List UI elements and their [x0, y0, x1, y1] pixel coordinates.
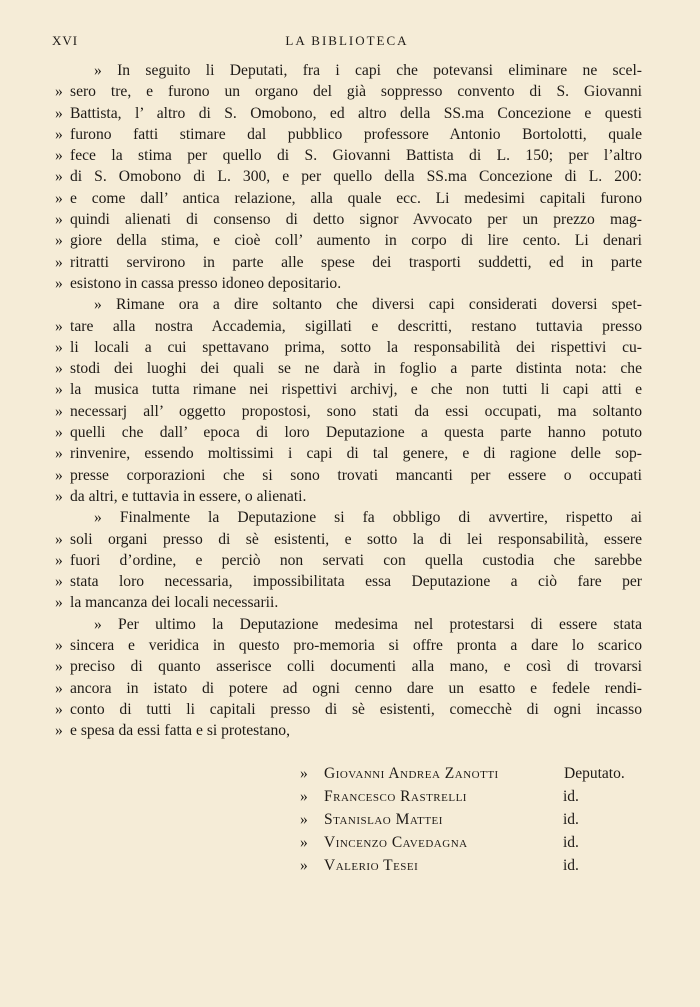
- signatory-name: Valerio Tesei: [324, 857, 419, 874]
- line-text: sero tre, e furono un organo del già soppresso convento di S. Giovanni: [70, 83, 642, 101]
- text-line: [52, 252, 642, 273]
- text-line: [52, 337, 642, 358]
- line-text: di S. Omobono di L. 300, e per quello della SS.ma Concezione di L. 200:: [70, 168, 642, 186]
- text-line: [52, 571, 642, 592]
- line-text: esistono in cassa presso idoneo depositario.: [70, 274, 342, 292]
- signature-block: [300, 762, 630, 877]
- line-text: quindi alienati di consenso di detto signor Avvocato per un prezzo mag-: [70, 211, 642, 229]
- text-line: [52, 699, 642, 720]
- signature-line: [300, 854, 630, 877]
- line-text: e spesa da essi fatta e si protestano,: [70, 722, 290, 740]
- line-text: » In seguito li Deputati, fra i capi che potevansi eliminare ne scel-: [94, 62, 642, 79]
- page-number: XVI: [52, 33, 79, 48]
- signature-line: [300, 785, 630, 808]
- quote-mark: »: [55, 594, 63, 612]
- quote-mark: »: [55, 637, 63, 655]
- text-line: [52, 678, 642, 699]
- line-text: li locali a cui spettavano prima, sotto la responsabilità dei rispettivi cu-: [70, 338, 642, 356]
- quote-mark: »: [300, 765, 308, 782]
- line-text: preciso di quanto asserisce colli documenti alla mano, e così di trovarsi: [70, 658, 642, 676]
- quote-mark: »: [55, 722, 63, 740]
- document-body: [52, 60, 642, 742]
- line-text: furono fatti stimare dal pubblico professore Antonio Bortolotti, quale: [70, 125, 642, 143]
- quote-mark: »: [55, 232, 63, 250]
- text-line: [52, 358, 642, 379]
- text-line: [52, 592, 642, 613]
- text-line: [52, 209, 642, 230]
- signatory-name: Francesco Rastrelli: [324, 788, 467, 805]
- line-text: » Rimane ora a dire soltanto che diversi capi considerati doversi spet-: [94, 296, 642, 314]
- quote-mark: »: [55, 274, 63, 292]
- quote-mark: »: [55, 573, 63, 591]
- quote-mark: »: [55, 168, 63, 186]
- text-line: [52, 230, 642, 251]
- quote-mark: »: [55, 104, 63, 122]
- line-text: ritratti servirono in parte alle spese dei trasporti suddetti, ed in parte: [70, 253, 642, 271]
- line-text: fece la stima per quello di S. Giovanni Battista di L. 150; per l’altro: [70, 147, 642, 165]
- signature-line: [300, 831, 630, 854]
- quote-mark: »: [55, 338, 63, 356]
- quote-mark: »: [55, 424, 63, 442]
- quote-mark: »: [55, 700, 63, 718]
- text-line: [52, 379, 642, 400]
- quote-mark: »: [55, 317, 63, 335]
- quote-mark: »: [55, 189, 63, 207]
- line-text: Battista, l’ altro di S. Omobono, ed altro della SS.ma Concezione e questi: [70, 104, 642, 122]
- signatory-name: Giovanni Andrea Zanotti: [324, 765, 499, 782]
- signatory-role: id.: [563, 834, 579, 851]
- quote-mark: »: [55, 83, 63, 101]
- line-text: quelli che dall’ epoca di loro Deputazione a questa parte hanno potuto: [70, 424, 642, 442]
- line-text: conto di tutti li capitali presso di sè esistenti, comecchè di ogni incasso: [70, 700, 642, 718]
- signature-line: [300, 762, 630, 785]
- quote-mark: »: [55, 211, 63, 229]
- signatory-name: Stanislao Mattei: [324, 811, 443, 828]
- line-text: rinvenire, essendo moltissimi i capi di tal genere, e di ragione delle sop-: [70, 445, 642, 463]
- line-text: ancora in istato di potere ad ogni cenno dare un esatto e fedele rendi-: [70, 679, 642, 697]
- text-line: [52, 273, 642, 294]
- line-text: » Per ultimo la Deputazione medesima nel protestarsi di essere stata: [94, 615, 642, 633]
- text-line: [52, 720, 642, 741]
- line-text: giore della stima, e cioè coll’ aumento in corpo di lire cento. Li denari: [70, 232, 642, 250]
- line-text: la mancanza dei locali necessarii.: [70, 594, 279, 612]
- paragraph: [52, 60, 642, 294]
- text-line: [52, 507, 642, 528]
- line-text: da altri, e tuttavia in essere, o alienati.: [70, 487, 307, 505]
- signatory-role: id.: [563, 857, 579, 874]
- line-text: fuori d’ordine, e perciò non servati con quella custodia che sarebbe: [70, 551, 642, 569]
- text-line: [52, 443, 642, 464]
- paragraph: [52, 507, 642, 613]
- text-line: [52, 316, 642, 337]
- text-line: [52, 635, 642, 656]
- line-text: » Finalmente la Deputazione si fa obbligo di avvertire, rispetto ai: [94, 509, 642, 527]
- quote-mark: »: [55, 125, 63, 143]
- line-text: stodi dei luoghi dei quali se ne darà in foglio a parte distinta nota: che: [70, 360, 642, 378]
- text-line: [52, 486, 642, 507]
- line-text: soli organi presso di sè esistenti, e sotto la di lei responsabilità, essere: [70, 530, 642, 548]
- quote-mark: »: [55, 530, 63, 548]
- signatory-name: Vincenzo Cavedagna: [324, 834, 468, 851]
- quote-mark: »: [55, 381, 63, 399]
- text-line: [52, 422, 642, 443]
- text-line: [52, 529, 642, 550]
- paragraph: [52, 294, 642, 507]
- quote-mark: »: [55, 679, 63, 697]
- quote-mark: »: [55, 551, 63, 569]
- line-text: stata loro necessaria, impossibilitata essa Deputazione a ciò fare per: [70, 573, 642, 591]
- text-line: [52, 188, 642, 209]
- text-line: [52, 656, 642, 677]
- line-text: necessarj all’ oggetto propostosi, sono stati da essi occupati, ma soltanto: [70, 402, 642, 420]
- text-line: [52, 81, 642, 102]
- quote-mark: »: [300, 834, 308, 851]
- quote-mark: »: [55, 466, 63, 484]
- text-line: [52, 465, 642, 486]
- text-line: [52, 550, 642, 571]
- text-line: [52, 60, 642, 81]
- quote-mark: »: [55, 147, 63, 165]
- line-text: la musica tutta rimane nei rispettivi archivj, e che non tutti li capi atti e: [70, 381, 642, 399]
- quote-mark: »: [300, 788, 308, 805]
- signatory-role: Deputato.: [564, 765, 625, 782]
- quote-mark: »: [55, 360, 63, 378]
- text-line: [52, 614, 642, 635]
- text-line: [52, 103, 642, 124]
- signature-line: [300, 808, 630, 831]
- page-header: [52, 33, 642, 53]
- line-text: presse corporazioni che si sono trovati mancanti per essere o occupati: [70, 466, 642, 484]
- quote-mark: »: [300, 857, 308, 874]
- line-text: sincera e veridica in questo pro-memoria si offre pronta a dare lo scarico: [70, 637, 642, 655]
- signatory-role: id.: [563, 811, 579, 828]
- text-line: [52, 166, 642, 187]
- text-line: [52, 294, 642, 315]
- text-line: [52, 401, 642, 422]
- quote-mark: »: [55, 487, 63, 505]
- line-text: tare alla nostra Accademia, sigillati e descritti, restano tuttavia presso: [70, 317, 642, 335]
- running-title: LA BIBLIOTECA: [285, 33, 409, 48]
- quote-mark: »: [300, 811, 308, 828]
- quote-mark: »: [55, 445, 63, 463]
- text-line: [52, 145, 642, 166]
- line-text: e come dall’ antica relazione, alla quale ecc. Li medesimi capitali furono: [70, 189, 642, 207]
- quote-mark: »: [55, 402, 63, 420]
- quote-mark: »: [55, 658, 63, 676]
- signatory-role: id.: [563, 788, 579, 805]
- paragraph: [52, 614, 642, 742]
- text-line: [52, 124, 642, 145]
- quote-mark: »: [55, 253, 63, 271]
